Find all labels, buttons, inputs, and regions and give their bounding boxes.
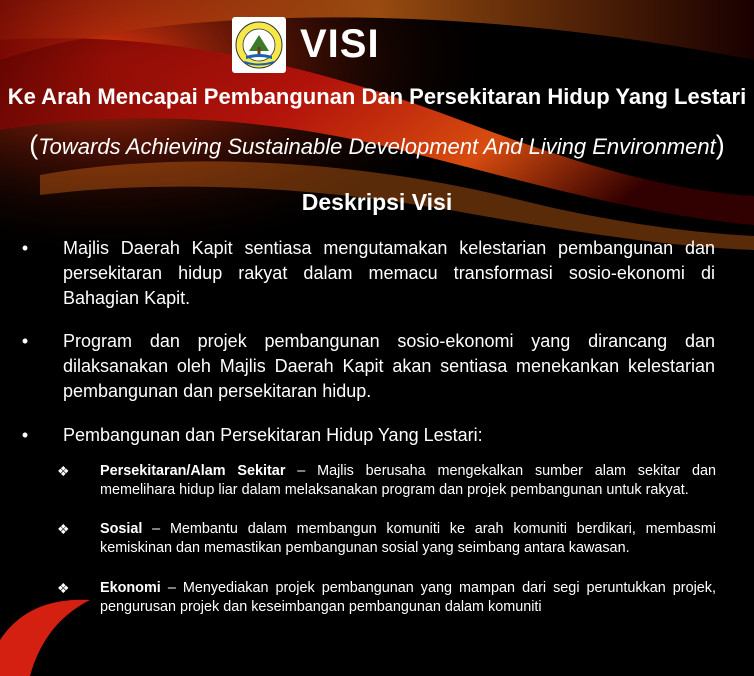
section-title: Deskripsi Visi bbox=[301, 189, 453, 215]
sub-item-text bbox=[100, 520, 716, 558]
vision-statement: Ke Arah Mencapai Pembangunan Dan Persekitaran Hidup Yang Lestari bbox=[7, 84, 747, 109]
open-paren: ( bbox=[29, 130, 39, 160]
diamond-bullet-icon: ❖ bbox=[57, 580, 70, 596]
majlis-daerah-kapit-logo bbox=[232, 17, 286, 73]
sub-item-term: Sosial bbox=[100, 521, 143, 537]
bullet-text: Majlis Daerah Kapit sentiasa mengutamakan kelestarian pembangunan dan persekitaran hidup rakyat dalam memacu transformasi sosio-ekonomi di Bahagian Kapit. bbox=[63, 238, 715, 308]
close-paren: ) bbox=[715, 130, 725, 160]
page-title: VISI bbox=[300, 22, 380, 66]
vision-translation-text: Towards Achieving Sustainable Development And Living Environment bbox=[38, 134, 716, 159]
bullet-text: Pembangunan dan Persekitaran Hidup Yang Lestari: bbox=[63, 425, 483, 445]
bullet-icon: • bbox=[21, 425, 29, 445]
bullet-icon: • bbox=[21, 331, 29, 351]
bullet-text: Program dan projek pembangunan sosio-ekonomi yang dirancang dan dilaksanakan oleh Majlis Daerah Kapit akan sentiasa menekankan kelestarian pembangunan dan persekitaran hidup. bbox=[63, 331, 715, 401]
sub-item-text bbox=[100, 462, 716, 500]
sub-item-description: – Menyediakan projek pembangunan yang mampan dari segi peruntukkan projek, pengurusan projek dan keseimbangan pembangunan dalam komuniti bbox=[100, 580, 716, 615]
sub-item-term: Ekonomi bbox=[100, 580, 161, 596]
diamond-bullet-icon: ❖ bbox=[57, 521, 70, 537]
sub-item-description: – Membantu dalam membangun komuniti ke arah komuniti berdikari, membasmi kemiskinan dan memastikan pembangunan sosial yang seimbang antara kawasan. bbox=[100, 521, 716, 556]
vision-translation bbox=[0, 128, 754, 164]
sub-item-description: – Majlis berusaha mengekalkan sumber alam sekitar dan memelihara hidup liar dalam melaksanakan program dan projek pembangunan untuk rakyat. bbox=[100, 463, 716, 498]
sub-item-text bbox=[100, 579, 716, 617]
diamond-bullet-icon: ❖ bbox=[57, 463, 70, 479]
sub-item-term: Persekitaran/Alam Sekitar bbox=[100, 463, 286, 479]
bullet-icon: • bbox=[21, 238, 29, 258]
